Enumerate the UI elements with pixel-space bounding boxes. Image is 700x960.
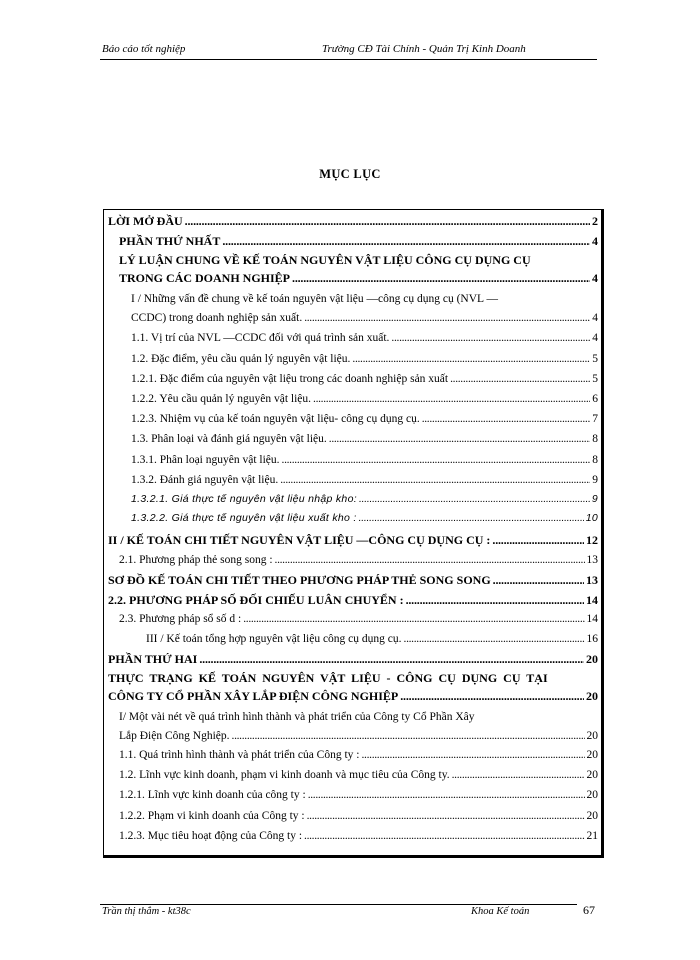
toc-entry[interactable]: TRONG CÁC DOANH NGHIỆP . . . 4 [119, 272, 598, 285]
toc-entry-line: I / Những vấn đề chung về kế toán nguyên vật liệu —công cụ dụng cụ (NVL — [131, 293, 499, 305]
toc-entry[interactable]: III / Kế toán tổng hợp nguyên vật liệu công cụ dụng cụ. . . . 16 [146, 633, 598, 646]
toc-entry[interactable]: 1.2. Lĩnh vực kinh doanh, phạm vi kinh doanh và mục tiêu của Công ty. . . . 20 [119, 769, 598, 782]
page-footer [100, 904, 577, 919]
footer-department: Khoa Kế toán [471, 906, 530, 917]
header-school-name: Trường CĐ Tài Chính - Quản Trị Kinh Doanh [322, 43, 526, 55]
toc-entry[interactable]: LỜI MỞ ĐẦU . . . 2 [108, 215, 598, 228]
toc-entry[interactable]: 1.3. Phân loại và đánh giá nguyên vật liệu. . . . 8 [131, 433, 598, 446]
page-number: 67 [583, 903, 595, 917]
footer-author: Trần thị thắm - kt38c [102, 906, 191, 917]
toc-entry[interactable]: 2.1. Phương pháp thẻ song song : . . . 13 [119, 554, 598, 567]
toc-entry[interactable]: 1.2.3. Nhiệm vụ của kế toán nguyên vật liệu- công cụ dụng cụ. . . . 7 [131, 413, 598, 426]
toc-entry[interactable]: 1.3.2.1. Giá thực tế nguyên vật liệu nhập kho: . . . 9 [131, 494, 598, 506]
toc-entry[interactable]: 1.3.2.2. Giá thực tế nguyên vật liệu xuất kho : . . . 10 [131, 513, 598, 525]
toc-entry[interactable]: SƠ ĐỒ KẾ TOÁN CHI TIẾT THEO PHƯƠNG PHÁP THẺ SONG SONG . . . 13 [108, 574, 598, 587]
toc-entry[interactable]: Lắp Điện Công Nghiệp. . . . 20 [119, 730, 598, 743]
toc-entry[interactable]: 1.1. Vị trí của NVL —CCDC đối với quá trình sản xuất. . . . 4 [131, 332, 598, 345]
toc-entry[interactable]: CCDC) trong doanh nghiệp sản xuất. . . . 4 [131, 312, 598, 325]
toc-entry[interactable]: 1.2.2. Phạm vi kinh doanh của Công ty : . . . 20 [119, 810, 598, 823]
toc-entry[interactable]: CÔNG TY CỔ PHẦN XÂY LẮP ĐIỆN CÔNG NGHIỆP . . . 20 [108, 690, 598, 703]
toc-entry[interactable]: 1.2. Đặc điểm, yêu cầu quản lý nguyên vật liệu. . . . 5 [131, 353, 598, 366]
page-title: MỤC LỤC [319, 167, 381, 181]
toc-entry[interactable]: PHẦN THỨ NHẤT . . . 4 [119, 235, 598, 248]
header-report-type: Báo cáo tốt nghiệp [102, 43, 186, 55]
toc-entry[interactable]: 1.3.1. Phân loại nguyên vật liệu. . . . 8 [131, 454, 598, 467]
toc-entry[interactable]: 1.2.1. Lĩnh vực kinh doanh của công ty : . . . 20 [119, 789, 598, 802]
toc-entry[interactable]: II / KẾ TOÁN CHI TIẾT NGUYÊN VẬT LIỆU —CÔNG CỤ DỤNG CỤ : . . . 12 [108, 534, 598, 547]
toc-entry[interactable]: 1.1. Quá trình hình thành và phát triển của Công ty : . . . 20 [119, 749, 598, 762]
toc-entry[interactable]: 1.2.2. Yêu cầu quản lý nguyên vật liệu. . . . 6 [131, 393, 598, 406]
toc-entry[interactable]: 1.3.2. Đánh giá nguyên vật liệu. . . . 9 [131, 474, 598, 487]
toc-entry-line: LÝ LUẬN CHUNG VỀ KẾ TOÁN NGUYÊN VẬT LIỆU CÔNG CỤ DỤNG CỤ [119, 253, 531, 267]
toc-entry[interactable]: 1.2.3. Mục tiêu hoạt động của Công ty : . . . 21 [119, 830, 598, 843]
toc-entry[interactable]: 2.2. PHƯƠNG PHÁP SỐ ĐỐI CHIẾU LUÂN CHUYỂN : . . . 14 [108, 594, 598, 607]
toc-entry[interactable]: 2.3. Phương pháp sổ số d : . . . 14 [119, 613, 598, 626]
toc-entry[interactable]: 1.2.1. Đặc điểm của nguyên vật liệu trong các doanh nghiệp sản xuất . . . 5 [131, 373, 598, 386]
toc-entry-line: I/ Một vài nét về quá trình hình thành và phát triển của Công ty Cổ Phần Xây [119, 711, 475, 723]
toc-entry[interactable]: PHẦN THỨ HAI . . . 20 [108, 653, 598, 666]
toc-entry-line: THỰC TRẠNG KẾ TOÁN NGUYÊN VẬT LIỆU - CÔNG CỤ DỤNG CỤ TẠI [108, 671, 548, 685]
